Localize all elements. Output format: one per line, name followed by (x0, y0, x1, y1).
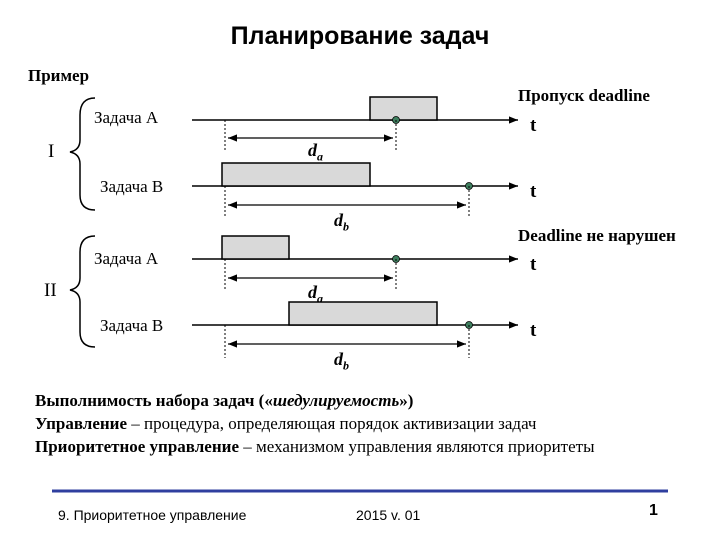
case1-t-a: t (530, 115, 537, 136)
bar-case1-task-b (222, 163, 370, 186)
example-label: Пример (28, 66, 90, 85)
page-number: 1 (649, 502, 658, 519)
case2-t-a: t (530, 254, 537, 275)
case2-task-a-label: Задача А (94, 249, 159, 268)
case2-da-label: $d_a$ (308, 282, 323, 306)
brace-case-1 (70, 98, 95, 210)
text-line-schedulability: Выполнимость набора задач («шедулируемость») (35, 391, 414, 410)
case2-t-b: t (530, 320, 537, 341)
case1-note: Пропуск deadline (518, 86, 650, 105)
case2-note: Deadline не нарушен (518, 226, 676, 245)
case1-t-b: t (530, 181, 537, 202)
footer-version: 2015 v. 01 (356, 507, 421, 523)
text-line-control: Управление – процедура, определяющая порядок активизации задач (35, 414, 537, 433)
text-line-priority-control: Приоритетное управление – механизмом управления являются приоритеты (35, 437, 595, 456)
case1-roman-label: I (48, 141, 55, 162)
case2-db-label: $d_b$ (334, 349, 349, 373)
page-title: Планирование задач (230, 22, 490, 50)
bar-case2-task-a (222, 236, 289, 259)
case1-task-a-label: Задача А (94, 108, 159, 127)
case1-task-b-label: Задача В (100, 177, 164, 196)
case2-roman-label: II (44, 280, 57, 301)
case1-db-label: $d_b$ (334, 210, 349, 234)
brace-case-2 (70, 236, 95, 347)
case2-task-b-label: Задача В (100, 316, 164, 335)
bar-case1-task-a (370, 97, 437, 120)
case1-da-label: $d_a$ (308, 140, 323, 164)
footer-section-title: 9. Приоритетное управление (58, 507, 247, 523)
